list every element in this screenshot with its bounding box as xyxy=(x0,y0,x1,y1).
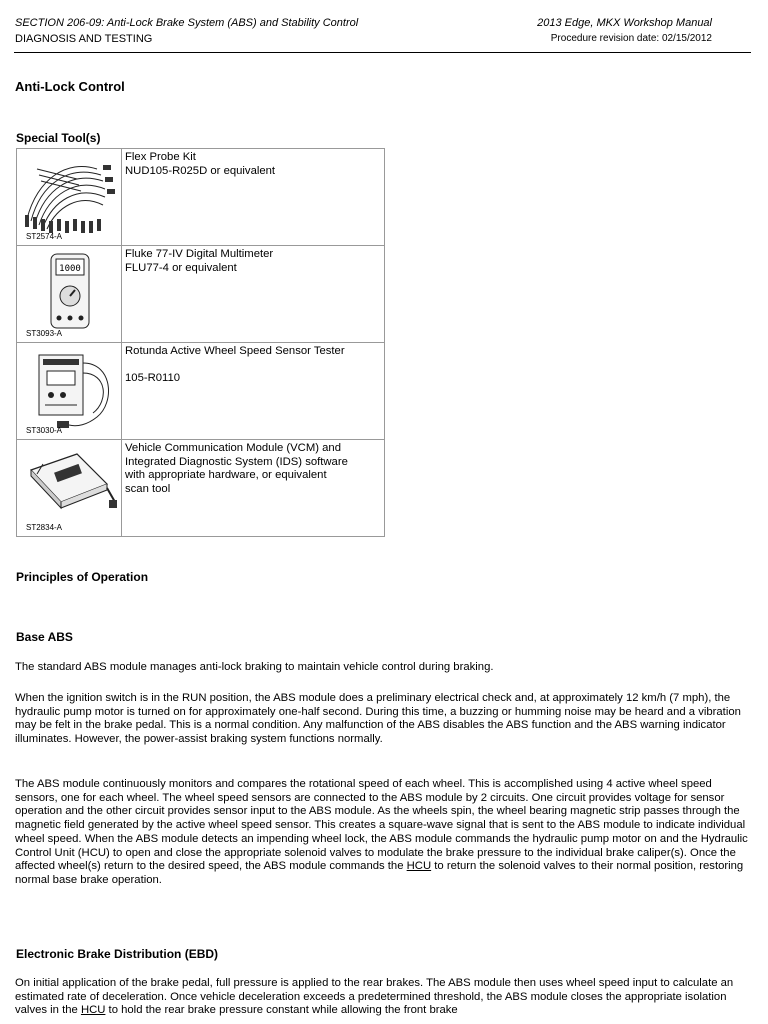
header-divider xyxy=(14,52,751,53)
paragraph-text: On initial application of the brake pedal, full pressure is applied to the rear brakes. The ABS module then uses wheel speed input to calculate an estimated rate of deceleration. Once vehicle deceleration exceeds a predetermined threshold, the ABS module closes the appropriate isolation valves in the xyxy=(15,977,734,1017)
tool-code: ST2574-A xyxy=(26,232,63,241)
tool-part-number: NUD105-R025D or equivalent xyxy=(125,164,276,177)
revision-date: Procedure revision date: 02/15/2012 xyxy=(550,33,712,44)
table-row xyxy=(17,149,385,246)
tool-description xyxy=(122,440,385,537)
tool-description xyxy=(122,343,385,440)
multimeter-image xyxy=(17,246,122,343)
special-tools-table xyxy=(16,148,385,537)
base-abs-paragraph-2: When the ignition switch is in the RUN position, the ABS module does a preliminary electrical check and, at approximately 12 km/h (7 mph), the hydraulic pump motor is turned on for approximately one-half second. During this time, a buzzing or humming noise may be heard and a vibration may be felt in the brake pedal. This is a normal condition. Any malfunction of the ABS disables the ABS function and the ABS warning indicator illuminates. However, the power-assist braking system functions normally. xyxy=(15,692,741,746)
tool-name: Fluke 77-IV Digital Multimeter xyxy=(125,248,274,260)
principles-heading: Principles of Operation xyxy=(16,570,149,584)
page-title: Anti-Lock Control xyxy=(15,79,125,94)
vcm-image xyxy=(17,440,122,537)
section-title: SECTION 206-09: Anti-Lock Brake System (ABS) and Stability Control xyxy=(15,17,359,29)
table-row xyxy=(17,343,385,440)
tool-name-continued: with appropriate hardware, or equivalent xyxy=(125,469,327,481)
tool-name: Vehicle Communication Module (VCM) and xyxy=(125,442,341,454)
multimeter-icon xyxy=(17,246,121,342)
paragraph-text: to hold the rear brake pressure constant while allowing the front brake xyxy=(105,1004,458,1017)
tool-description xyxy=(122,149,385,246)
table-row xyxy=(17,440,385,537)
paragraph-text: The ABS module continuously monitors and compares the rotational speed of each wheel. This is accomplished using 4 active wheel speed sensors, one for each wheel. The wheel speed sensors are connected to the ABS module by 2 circuits. One circuit provides voltage for sensor operation and the other circuit provides sensor input to the ABS module. As the wheels spin, the wheel bearing magnetic strip passes through the magnetic field generated by the active wheel speed sensor. This creates a square-wave signal that is sent to the ABS module to indicate individual wheel speed. When the ABS module detects an impending wheel lock, the ABS module commands the hydraulic pump motor on and the Hydraulic Control Unit (HCU) to open and close the appropriate solenoid valves to modulate the brake pressure to the individual brake caliper(s). Once the affected wheel(s) return to the desired speed, the ABS module commands the xyxy=(15,778,748,873)
base-abs-paragraph-3 xyxy=(15,778,750,888)
tool-name: Rotunda Active Wheel Speed Sensor Tester xyxy=(125,345,345,357)
vcm-icon xyxy=(17,440,121,536)
tool-name: Flex Probe Kit xyxy=(125,151,196,163)
tool-code: ST3030-A xyxy=(26,426,63,435)
tool-part-number: FLU77-4 or equivalent xyxy=(125,261,237,274)
base-abs-heading: Base ABS xyxy=(16,630,73,644)
flex-probe-kit-image xyxy=(17,149,122,246)
tool-part-number: 105-R0110 xyxy=(125,372,181,384)
tool-code: ST3093-A xyxy=(26,329,63,338)
tool-code: ST2834-A xyxy=(26,523,63,532)
paragraph-text: to return the solenoid valves to their normal position, restoring normal base brake operation. xyxy=(15,860,744,886)
table-row xyxy=(17,246,385,343)
multimeter-display: 1000 xyxy=(59,264,81,274)
subsection-title: DIAGNOSIS AND TESTING xyxy=(15,33,153,45)
sensor-tester-image xyxy=(17,343,122,440)
manual-title: 2013 Edge, MKX Workshop Manual xyxy=(537,17,712,29)
hcu-link[interactable]: HCU xyxy=(80,1004,106,1017)
tool-description xyxy=(122,246,385,343)
ebd-paragraph-1 xyxy=(15,977,750,1018)
base-abs-paragraph-1: The standard ABS module manages anti-lock braking to maintain vehicle control during braking. xyxy=(15,661,494,673)
ebd-heading: Electronic Brake Distribution (EBD) xyxy=(16,947,219,961)
flex-probe-icon xyxy=(17,149,121,245)
spacer xyxy=(125,359,381,373)
special-tools-heading: Special Tool(s) xyxy=(16,131,101,145)
sensor-tester-icon xyxy=(17,343,121,439)
hcu-link[interactable]: HCU xyxy=(406,860,432,873)
tool-name-continued: scan tool xyxy=(125,482,171,495)
tool-name-continued: Integrated Diagnostic System (IDS) software xyxy=(125,455,348,468)
